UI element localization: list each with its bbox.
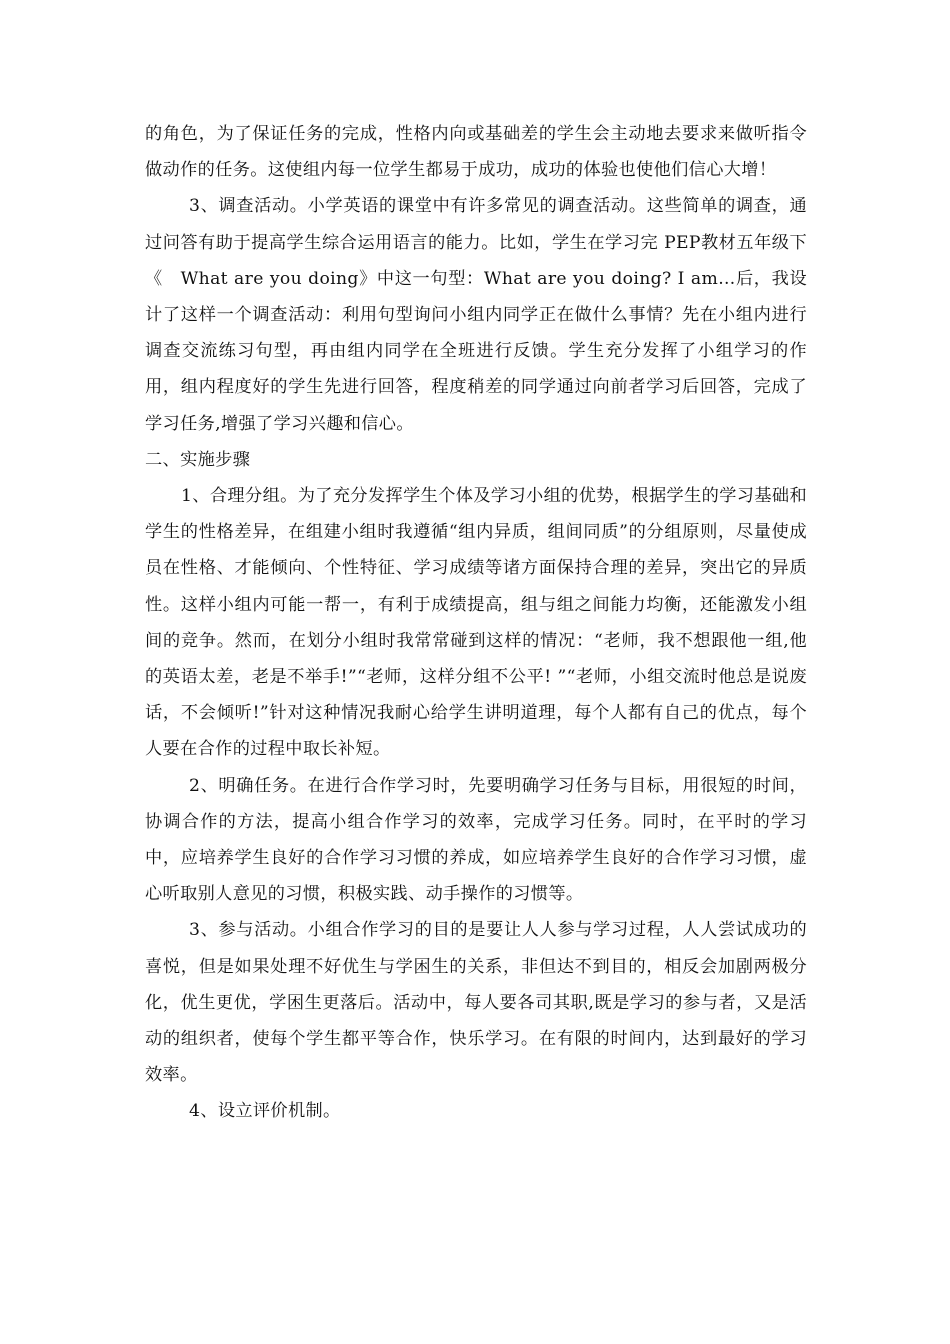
paragraph-role-continuation: 的角色，为了保证任务的完成，性格内向或基础差的学生会主动地去要求来做听指令做动作的任务。这使组内每一位学生都易于成功，成功的体验也使他们信心大增！: [145, 124, 807, 181]
section-heading-implementation-steps: 二、实施步骤: [145, 449, 251, 470]
paragraph-clear-tasks: 2、明确任务。在进行合作学习时，先要明确学习任务与目标，用很短的时间，协调合作的方法，提高小组合作学习的效率，完成学习任务。同时，在平时的学习中，应培养学生良好的合作学习习惯的养成，如应培养学生良好的合作学习习惯，虚心听取别人意见的习惯，积极实践、动手操作的习惯等。: [145, 775, 807, 905]
paragraph-evaluation-mechanism: 4、设立评价机制。: [189, 1101, 341, 1122]
paragraph-participate-activity: 3、参与活动。小组合作学习的目的是要让人人参与学习过程，人人尝试成功的喜悦，但是如果处理不好优生与学困生的关系，非但达不到目的，相反会加剧两极分化，优生更优，学困生更落后。活动中，每人要各司其职,既是学习的参与者，又是活动的组织者，使每个学生都平等合作，快乐学习。在有限的时间内，达到最好的学习效率。: [145, 920, 807, 1086]
paragraph-reasonable-grouping: 1、合理分组。为了充分发挥学生个体及学习小组的优势，根据学生的学习基础和学生的性格差异，在组建小组时我遵循“组内异质，组间同质”的分组原则，尽量使成员在性格、才能倾向、个性特征、学习成绩等诸方面保持合理的差异，突出它的异质性。这样小组内可能一帮一，有利于成绩提高，组与组之间能力均衡，还能激发小组间的竞争。然而，在划分小组时我常常碰到这样的情况：“老师，我不想跟他一组,他的英语太差，老是不举手!”“老师，这样分组不公平! ”“老师，小组交流时他总是说废话，不会倾听!”针对这种情况我耐心给学生讲明道理，每个人都有自己的优点，每个人要在合作的过程中取长补短。: [145, 486, 807, 760]
paragraph-survey-activity: 3、调查活动。小学英语的课堂中有许多常见的调查活动。这些简单的调查，通过问答有助于提高学生综合运用语言的能力。比如，学生在学习完 PEP教材五年级下《 What are you doing》中这一句型：What are you doing? I am…后，我设计了这样一个调查活动：利用句型询问小组内同学正在做什么事情？先在小组内进行调查交流练习句型，再由组内同学在全班进行反馈。学生充分发挥了小组学习的作用，组内程度好的学生先进行回答，程度稍差的同学通过向前者学习后回答，完成了学习任务,增强了学习兴趣和信心。: [145, 196, 807, 434]
document-body: [145, 116, 807, 1130]
